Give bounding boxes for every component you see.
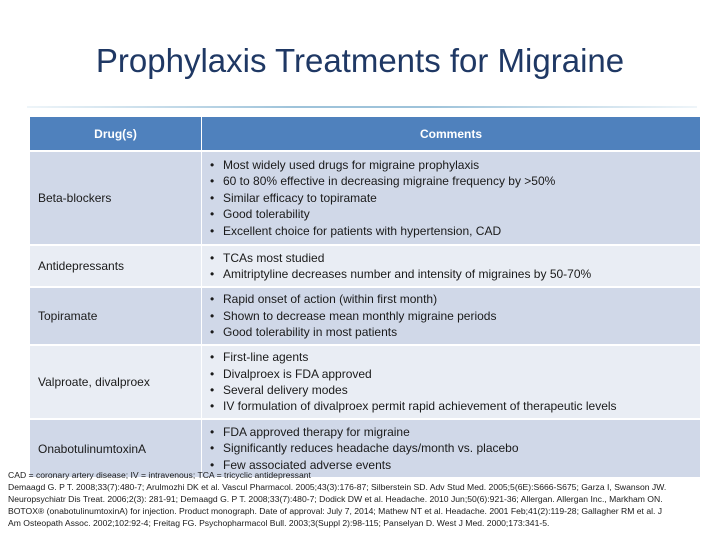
table-row — [30, 151, 700, 245]
comment-item: • Divalproex is FDA approved — [210, 366, 700, 382]
treatment-table — [30, 117, 700, 477]
comments-cell — [202, 245, 701, 287]
reference-line: Am Osteopath Assoc. 2002;102:92-4; Freitag FG. Psychopharmacol Bull. 2003;3(Suppl 2):98-115; Panselyan D. West J Med. 2000;173:341-5. — [8, 518, 550, 528]
comment-item: • IV formulation of divalproex permit rapid achievement of therapeutic levels — [210, 398, 700, 414]
comments-cell — [202, 287, 701, 345]
comment-item: • Amitriptyline decreases number and intensity of migraines by 50-70% — [210, 266, 700, 282]
title-divider — [27, 106, 697, 108]
header-drugs: Drug(s) — [30, 117, 202, 151]
table-row — [30, 287, 700, 345]
table-header-row — [30, 117, 700, 151]
comment-item: • Few associated adverse events — [210, 457, 700, 473]
comment-item: • Several delivery modes — [210, 382, 700, 398]
comment-item: • 60 to 80% effective in decreasing migraine frequency by >50% — [210, 173, 700, 189]
abbreviations-note: CAD = coronary artery disease; IV = intravenous; TCA = tricyclic antidepressant — [8, 470, 311, 480]
table-row — [30, 345, 700, 419]
footnote-block — [8, 469, 714, 529]
comment-item: • Significantly reduces headache days/month vs. placebo — [210, 440, 700, 456]
comments-cell — [202, 151, 701, 245]
comment-item: • Good tolerability — [210, 206, 700, 222]
comment-item: • Excellent choice for patients with hypertension, CAD — [210, 223, 700, 239]
drug-name: OnabotulinumtoxinA — [30, 419, 202, 477]
drug-name: Topiramate — [30, 287, 202, 345]
drug-name: Antidepressants — [30, 245, 202, 287]
reference-line: BOTOX® (onabotulinumtoxinA) for injection. Product monograph. Date of approval: July 7, 2014; Mathew NT et al. Headache. 2001 Feb;41(2):119-28; Gallagher RM et al. J — [8, 506, 663, 516]
comments-list — [202, 247, 700, 286]
comment-item: • Similar efficacy to topiramate — [210, 190, 700, 206]
comment-item: • Good tolerability in most patients — [210, 324, 700, 340]
comment-item: • Most widely used drugs for migraine prophylaxis — [210, 157, 700, 173]
slide-title: Prophylaxis Treatments for Migraine — [95, 42, 625, 79]
reference-line: Demaagd G. P T. 2008;33(7):480-7; Arulmozhi DK et al. Vascul Pharmacol. 2005;43(3):176-87; Silberstein SD. Adv Stud Med. 2005;5(6E):S666-S675; Garza I, Swanson JW. — [8, 482, 667, 492]
comment-item: • First-line agents — [210, 349, 700, 365]
comment-item: • Shown to decrease mean monthly migraine periods — [210, 308, 700, 324]
comments-list — [202, 346, 700, 418]
header-comments: Comments — [202, 117, 701, 151]
drug-name: Valproate, divalproex — [30, 345, 202, 419]
drug-name: Beta-blockers — [30, 151, 202, 245]
comments-list — [202, 421, 700, 476]
comment-item: • FDA approved therapy for migraine — [210, 424, 700, 440]
comments-list — [202, 288, 700, 343]
comments-list — [202, 154, 700, 242]
comments-cell — [202, 345, 701, 419]
comment-item: • TCAs most studied — [210, 250, 700, 266]
comment-item: • Rapid onset of action (within first month) — [210, 291, 700, 307]
reference-line: Neuropsychiatr Dis Treat. 2006;2(3): 281-91; Demaagd G. P T. 2008;33(7):480-7; Dodick DW et al. Headache. 2010 Jun;50(6):921-36; Allergan. Allergan Inc., Markham ON. — [8, 494, 663, 504]
table-row — [30, 245, 700, 287]
